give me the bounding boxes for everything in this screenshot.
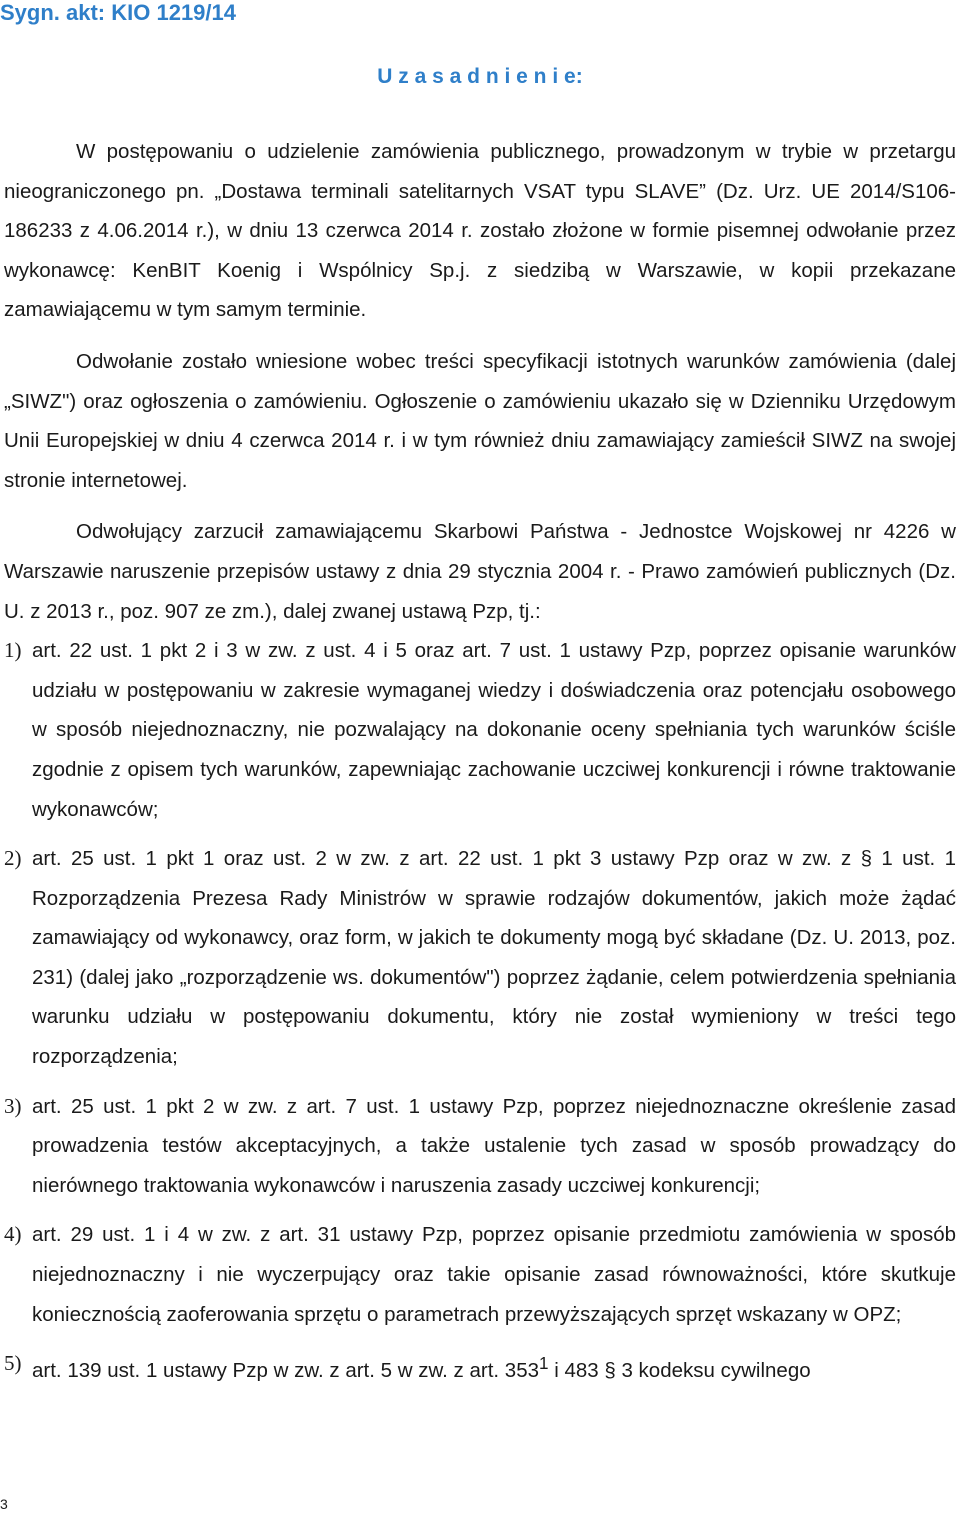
list-item bbox=[4, 1215, 956, 1334]
paragraph-appeal-subject: Odwołanie zostało wniesione wobec treści specyfikacji istotnych warunków zamówienia (dalej „SIWZ") oraz ogłoszenia o zamówieniu. Ogłoszenie o zamówieniu ukazało się w Dzienniku Urzędowym Unii Europejskiej w dniu 4 czerwca 2014 r. i w tym również dniu zamawiający zamieścił SIWZ na swojej stronie internetowej. bbox=[4, 349, 956, 492]
document-body bbox=[4, 132, 956, 1391]
list-item bbox=[4, 1344, 956, 1390]
case-reference: Sygn. akt: KIO 1219/14 bbox=[0, 0, 236, 25]
list-item-text: art. 25 ust. 1 pkt 2 w zw. z art. 7 ust. 1 ustawy Pzp, poprzez niejednoznaczne określenie zasad prowadzenia testów akceptacyjnych, a także ustalenie tych zasad w sposób prowadzący do nierównego traktowania wykonawców i naruszenia zasady uczciwej konkurencji; bbox=[32, 1094, 956, 1197]
list-item bbox=[4, 839, 956, 1077]
list-item-text: art. 25 ust. 1 pkt 1 oraz ust. 2 w zw. z art. 22 ust. 1 pkt 3 ustawy Pzp oraz w zw. z § 1 ust. 1 Rozporządzenia Prezesa Rady Ministrów w sprawie rodzajów dokumentów, jakich może żądać zamawiający od wykonawcy, oraz form, w jakich te dokumenty mogą być składane (Dz. U. 2013, poz. 231) (dalej jako „rozporządzenie ws. dokumentów") poprzez żądanie, celem potwierdzenia spełniania warunku udziału w postępowaniu dokumentu, który nie został wymieniony w treści tego rozporządzenia; bbox=[32, 847, 956, 1069]
list-item-number: 5) bbox=[4, 1351, 22, 1376]
page-number: 3 bbox=[0, 1496, 8, 1512]
list-item-text bbox=[32, 1354, 811, 1383]
list-item-text: art. 22 ust. 1 pkt 2 i 3 w zw. z ust. 4 i 5 oraz art. 7 ust. 1 ustawy Pzp, poprzez opisanie warunków udziału w postępowaniu w zakresie wymaganej wiedzy i doświadczenia oraz potencjału osobowego w sposób niejednoznaczny, nie pozwalający na dokonanie oceny spełniania tych warunków ściśle zgodnie z opisem tych warunków, zapewniając zachowanie uczciwej konkurencji i równe traktowanie wykonawców; bbox=[32, 639, 956, 821]
charges-list bbox=[4, 631, 956, 1391]
list-item-number: 3) bbox=[4, 1093, 22, 1118]
paragraph-charges: Odwołujący zarzucił zamawiającemu Skarbowi Państwa - Jednostce Wojskowej nr 4226 w Warszawie naruszenie przepisów ustawy z dnia 29 stycznia 2004 r. - Prawo zamówień publicznych (Dz. U. z 2013 r., poz. 907 ze zm.), dalej zwanej ustawą Pzp, tj.: bbox=[4, 520, 956, 623]
list-item-number: 4) bbox=[4, 1222, 22, 1247]
section-title: U z a s a d n i e n i e: bbox=[377, 65, 583, 88]
list-item-text-part: art. 139 ust. 1 ustawy Pzp w zw. z art. 5 w zw. z art. 353 bbox=[32, 1359, 540, 1383]
superscript: 1 bbox=[539, 1354, 549, 1374]
paragraph-intro: W postępowaniu o udzielenie zamówienia publicznego, prowadzonym w trybie w przetargu nieograniczonego pn. „Dostawa terminali satelitarnych VSAT typu SLAVE” (Dz. Urz. UE 2014/S106-186233 z 4.06.2014 r.), w dniu 13 czerwca 2014 r. zostało złożone w formie pisemnej odwołanie przez wykonawcę: KenBIT Koenig i Wspólnicy Sp.j. z siedzibą w Warszawie, w kopii przekazane zamawiającemu w tym samym terminie. bbox=[4, 140, 956, 322]
list-item-text-part: i 483 § 3 kodeksu cywilnego bbox=[548, 1359, 811, 1383]
list-item bbox=[4, 1087, 956, 1206]
list-item bbox=[4, 631, 956, 829]
list-item-number: 1) bbox=[4, 638, 22, 663]
list-item-text: art. 29 ust. 1 i 4 w zw. z art. 31 ustawy Pzp, poprzez opisanie przedmiotu zamówienia w sposób niejednoznaczny i nie wyczerpujący oraz takie opisanie zasad równoważności, które skutkuje koniecznością zaoferowania sprzętu o parametrach przewyższających sprzęt wskazany w OPZ; bbox=[32, 1223, 956, 1326]
list-item-number: 2) bbox=[4, 846, 22, 871]
